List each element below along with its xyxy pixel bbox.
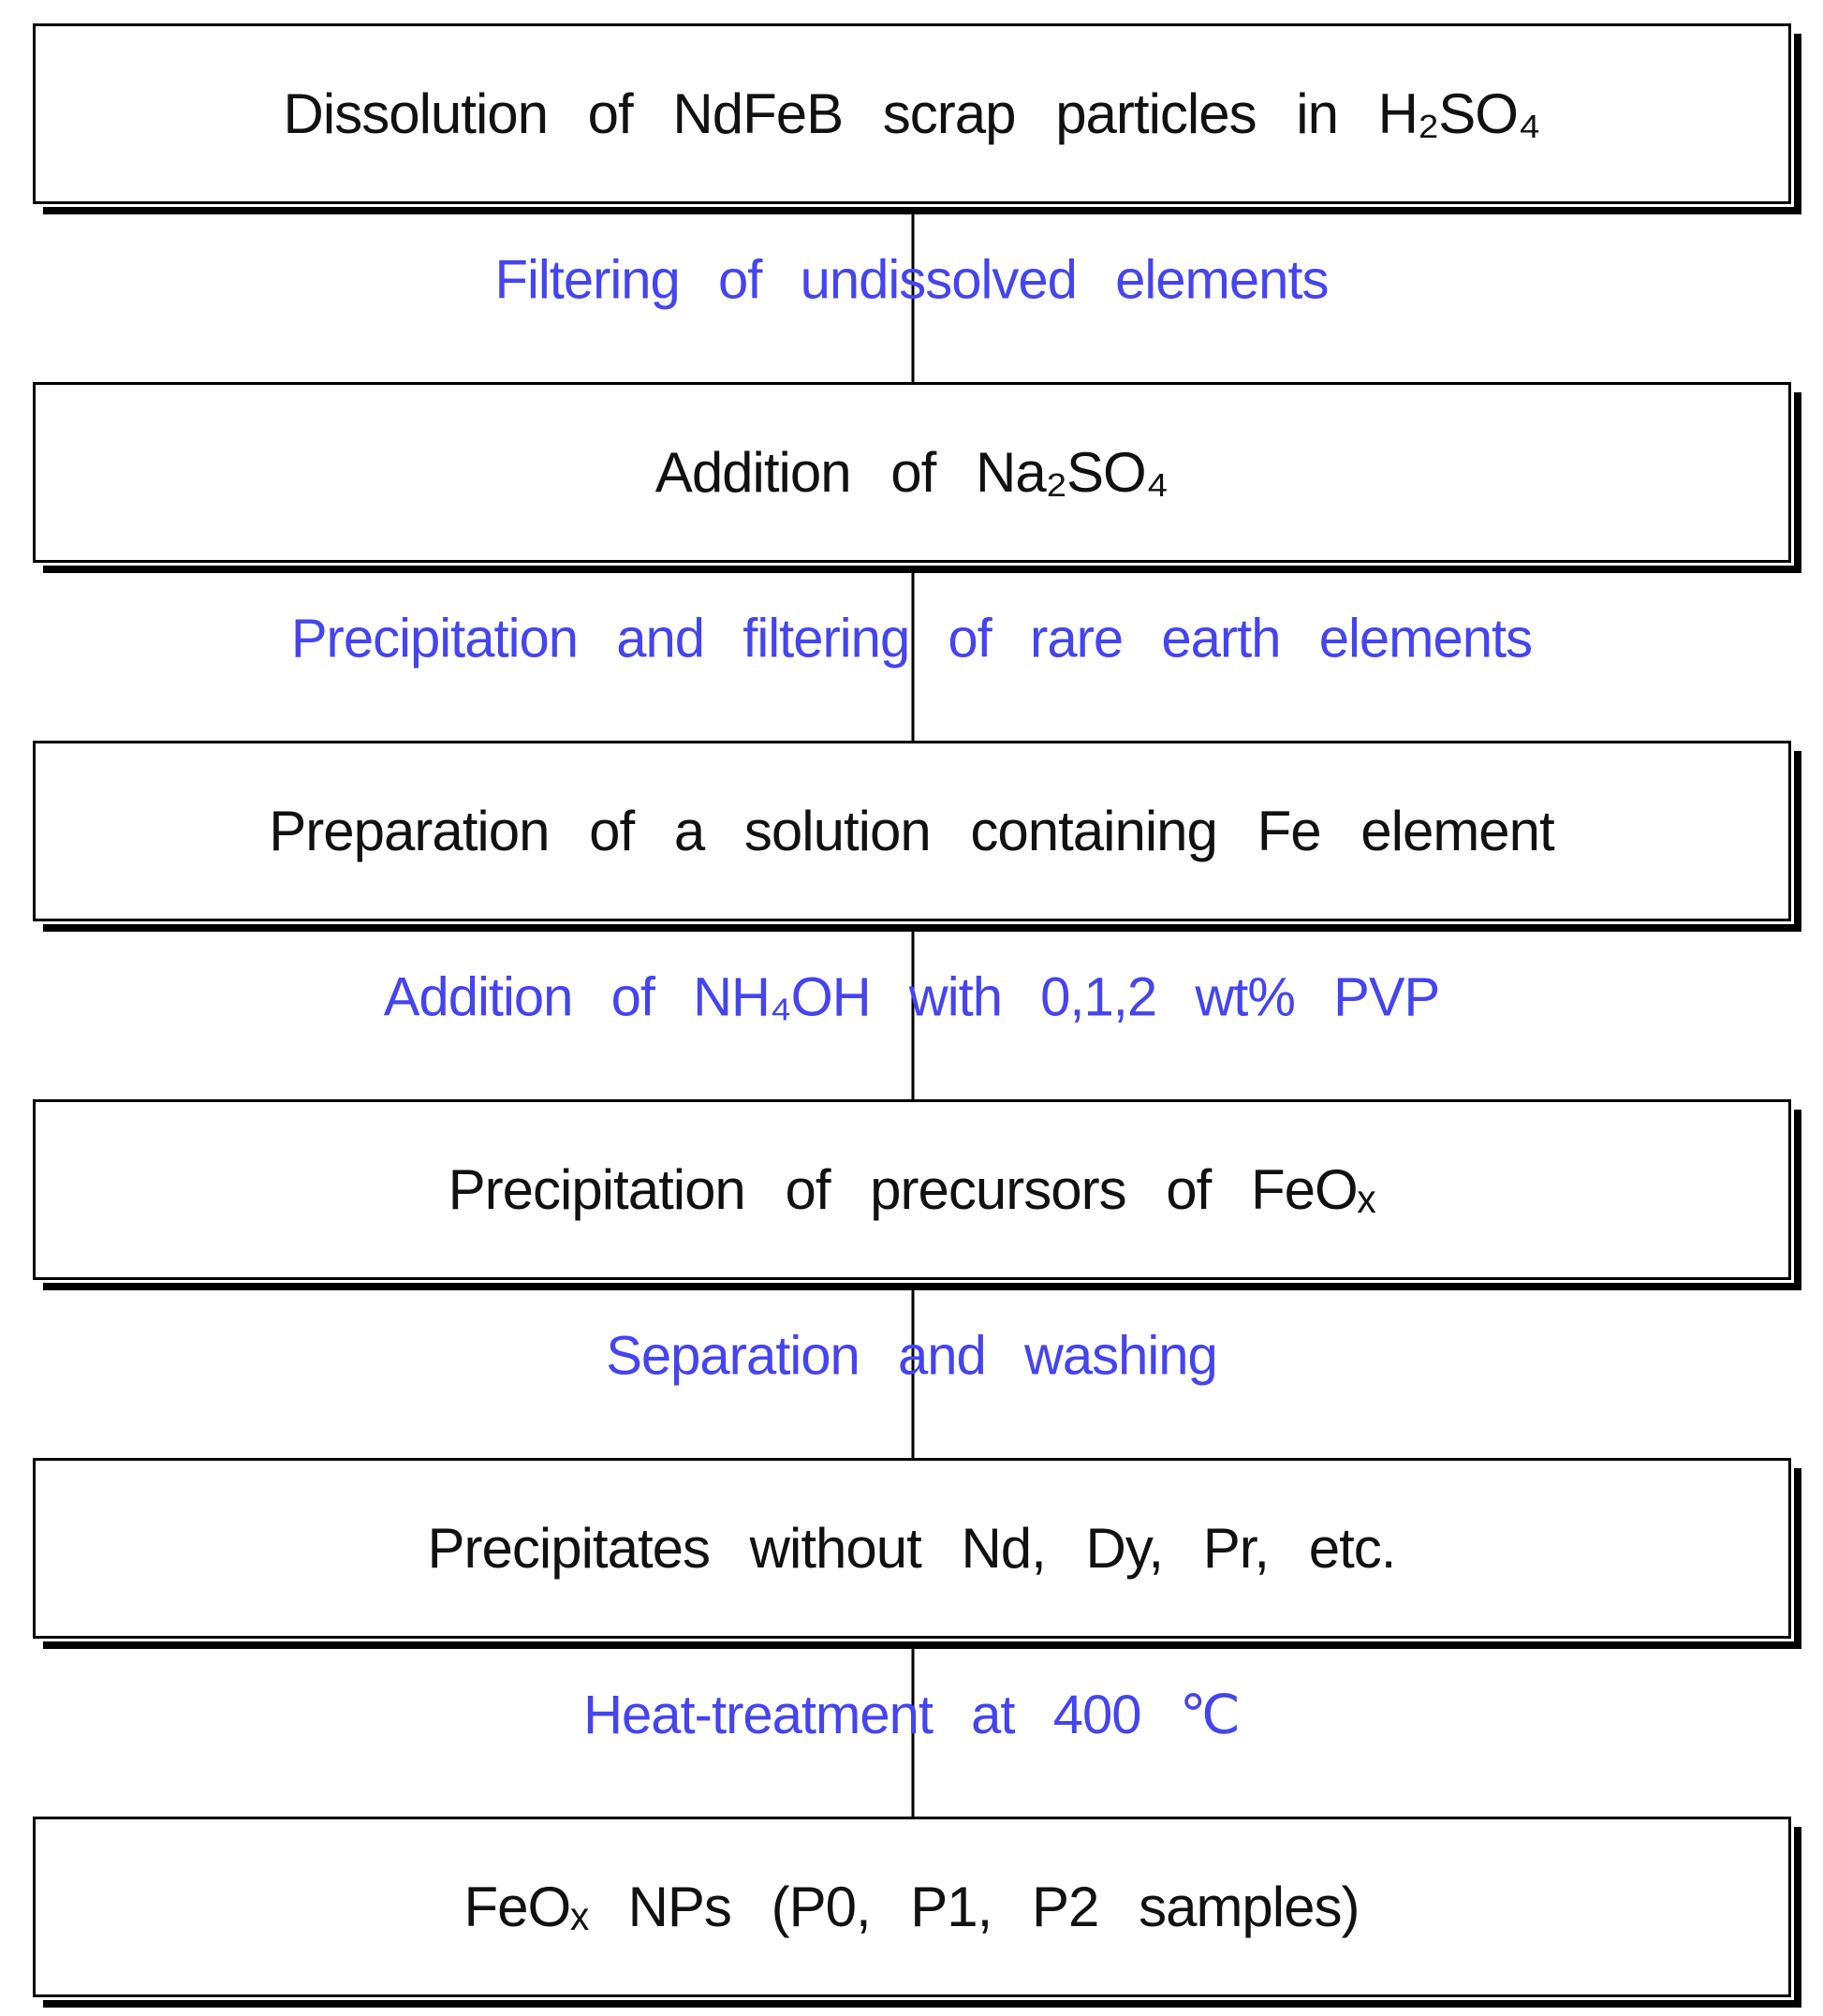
connector-filtering (33, 204, 1791, 382)
step-label-precipitation-filtering: Precipitation and filtering of rare earth elements (290, 608, 1533, 670)
connector-heat-treatment (33, 1639, 1791, 1817)
flow-box-addition-na2so4 (33, 382, 1791, 563)
flow-box-text: Addition of Na₂SO₄ (654, 441, 1169, 504)
flow-box-precipitates (33, 1458, 1791, 1639)
flow-box-text: Dissolution of NdFeB scrap particles in H₂SO₄ (283, 82, 1540, 145)
flow-box-text: Precipitates without Nd, Dy, Pr, etc. (427, 1517, 1396, 1580)
flow-box-text: FeOₓ NPs (P0, P1, P2 samples) (463, 1876, 1360, 1938)
connector-nh4oh-addition (33, 921, 1791, 1099)
flow-box-dissolution (33, 23, 1791, 204)
step-label-filtering: Filtering of undissolved elements (494, 249, 1329, 311)
flow-box-fe-solution (33, 741, 1791, 921)
flow-box-feox-nps (33, 1817, 1791, 1997)
flow-box-text: Precipitation of precursors of FeOₓ (448, 1158, 1375, 1221)
step-label-nh4oh-addition: Addition of NH₄OH with 0,1,2 wt% PVP (383, 966, 1440, 1028)
connector-precipitation-filtering (33, 563, 1791, 741)
flow-box-feox-precursors (33, 1099, 1791, 1280)
connector-separation-washing (33, 1280, 1791, 1458)
flow-box-text: Preparation of a solution containing Fe element (269, 800, 1554, 862)
step-label-separation-washing: Separation and washing (606, 1325, 1217, 1387)
step-label-heat-treatment: Heat-treatment at 400 ℃ (583, 1685, 1240, 1745)
